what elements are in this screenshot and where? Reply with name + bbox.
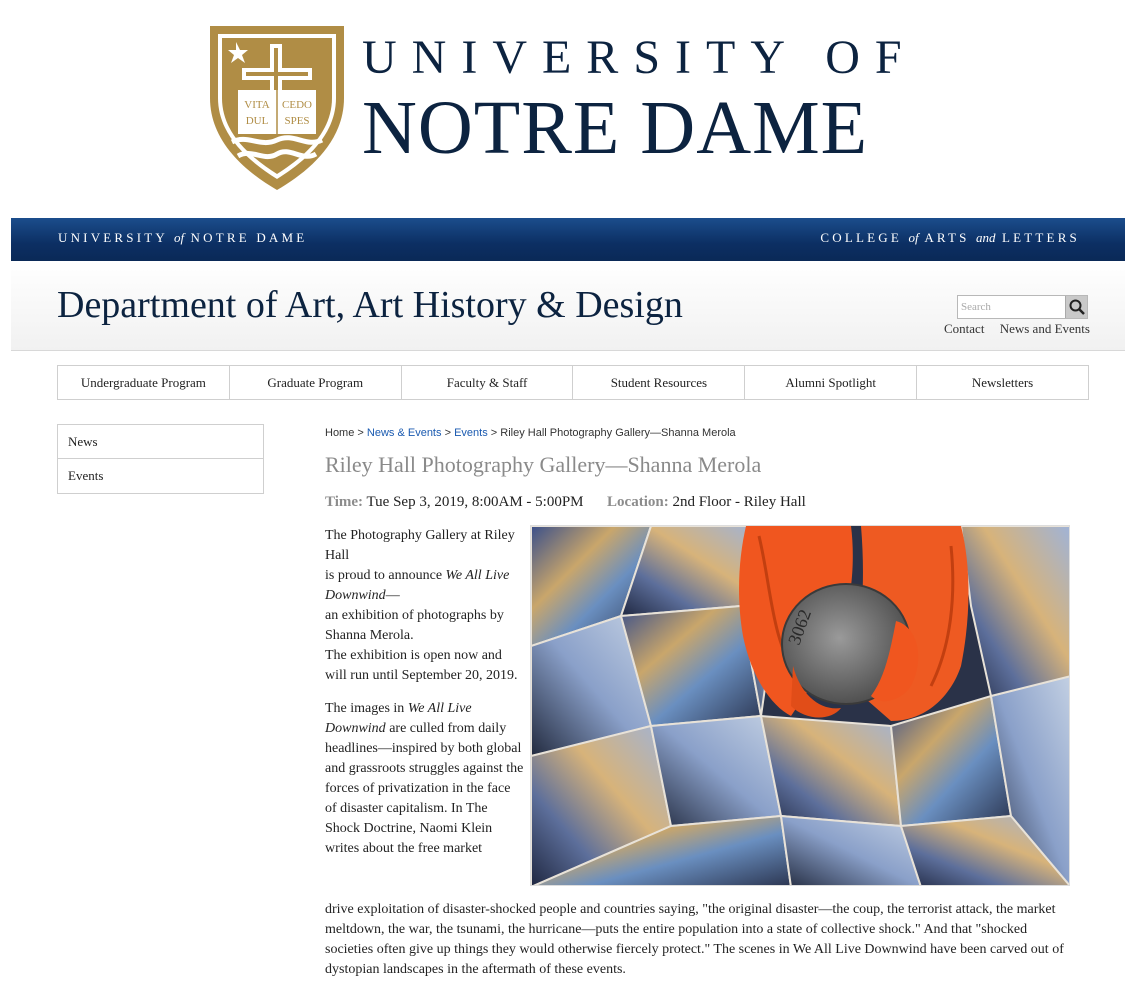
- department-header: [11, 261, 1125, 351]
- description-paragraph-2-continued: drive exploitation of disaster-shocked people and countries saying, "the original disaster—the coup, the terrorist attack, the market meltdown, the war, the tsunami, the hurricane—puts the entire population into a state of collective shock." And that "shocked societies often give up things they would otherwise fiercely protect." The scenes in We All Live Downwind have been carved out of dystopian landscapes in the aftermath of these events.: [325, 902, 1064, 977]
- news-and-events-link[interactable]: News and Events: [999, 321, 1090, 336]
- event-description: [325, 526, 525, 872]
- side-nav: [57, 424, 264, 494]
- time-label: Time:: [325, 494, 364, 510]
- shield-text-cedo: CEDO: [282, 99, 312, 111]
- notre-dame-shield-icon: [208, 24, 346, 192]
- breadcrumb-events[interactable]: Events: [454, 427, 488, 439]
- exhibition-photo-image: [531, 526, 1070, 886]
- p2-text-a: The images in: [325, 701, 408, 716]
- nav-student-resources[interactable]: Student Resources: [573, 366, 745, 399]
- p1-text-c: —: [385, 588, 400, 603]
- nav-faculty-staff[interactable]: Faculty & Staff: [402, 366, 574, 399]
- p1-exhibition-title: We All Live Downwind: [325, 568, 510, 603]
- wordmark-university-of: UNIVERSITY OF: [362, 31, 917, 84]
- shield-text-dul: DUL: [245, 115, 269, 127]
- p1-text-e: The exhibition is open now and will run until September 20, 2019.: [325, 648, 518, 683]
- bar-letters-text: LETTERS: [1001, 230, 1080, 245]
- bar-arts-text: ARTS: [924, 230, 970, 245]
- university-logo[interactable]: [208, 24, 938, 196]
- description-paragraph-2: [325, 699, 525, 859]
- sidenav-news[interactable]: News: [58, 425, 263, 459]
- university-bar: [11, 218, 1125, 261]
- bar-college-text: COLLEGE: [820, 230, 903, 245]
- disc-engraving: 3062: [783, 606, 816, 648]
- nav-alumni-spotlight[interactable]: Alumni Spotlight: [745, 366, 917, 399]
- description-paragraph-1: [325, 526, 525, 686]
- p1-text-a: The Photography Gallery at Riley Hall: [325, 528, 515, 563]
- university-link[interactable]: [58, 230, 307, 246]
- sidenav-events[interactable]: Events: [68, 468, 104, 483]
- location-value: 2nd Floor - Riley Hall: [672, 494, 806, 510]
- bar-college-of-text: of: [908, 230, 919, 245]
- search-icon: [1066, 296, 1088, 318]
- p2-text-b: are culled from daily headlines—inspired by both global and grassroots struggles against the forces of privatization in the face of disaster capitalism. In The Shock Doctrine, Naomi Klein writes about the free market: [325, 721, 524, 856]
- location-label: Location:: [607, 494, 669, 510]
- page-title: Riley Hall Photography Gallery—Shanna Merola: [325, 452, 762, 477]
- nav-undergraduate-program[interactable]: Undergraduate Program: [58, 366, 230, 399]
- utility-links: [944, 321, 1102, 337]
- breadcrumb-current: Riley Hall Photography Gallery—Shanna Merola: [500, 427, 736, 439]
- p2-exhibition-title: We All Live Downwind: [325, 701, 472, 736]
- nav-newsletters[interactable]: Newsletters: [971, 375, 1034, 390]
- bar-of-text: of: [173, 230, 185, 245]
- shield-text-spes: SPES: [284, 115, 310, 127]
- breadcrumb-separator: >: [490, 427, 498, 439]
- bar-university-text: UNIVERSITY: [58, 230, 168, 245]
- exhibition-photo: [530, 525, 1070, 886]
- time-value: Tue Sep 3, 2019, 8:00AM - 5:00PM: [366, 494, 584, 510]
- breadcrumb-home[interactable]: Home: [325, 427, 355, 439]
- search-box: [957, 295, 1088, 319]
- p1-text-d: an exhibition of photographs by Shanna Merola.: [325, 608, 504, 643]
- breadcrumb-news-events[interactable]: News & Events: [366, 427, 442, 439]
- search-input[interactable]: [961, 299, 1065, 315]
- breadcrumb-separator: >: [357, 427, 364, 439]
- main-nav: [57, 365, 1089, 400]
- breadcrumb-separator: >: [444, 427, 451, 439]
- event-meta: [325, 494, 806, 511]
- wordmark-notre-dame: NOTRE DAME: [362, 86, 869, 170]
- breadcrumb: [325, 427, 736, 439]
- nav-graduate-program[interactable]: Graduate Program: [230, 366, 402, 399]
- p1-text-b: is proud to announce: [325, 568, 446, 583]
- contact-link[interactable]: Contact: [944, 321, 985, 336]
- bar-and-text: and: [976, 230, 996, 245]
- shield-text-vita: VITA: [244, 99, 270, 111]
- college-link[interactable]: [820, 230, 1080, 246]
- search-button[interactable]: [1065, 296, 1087, 318]
- department-title[interactable]: Department of Art, Art History & Design: [57, 284, 683, 326]
- bar-notre-dame-text: NOTRE DAME: [190, 230, 308, 245]
